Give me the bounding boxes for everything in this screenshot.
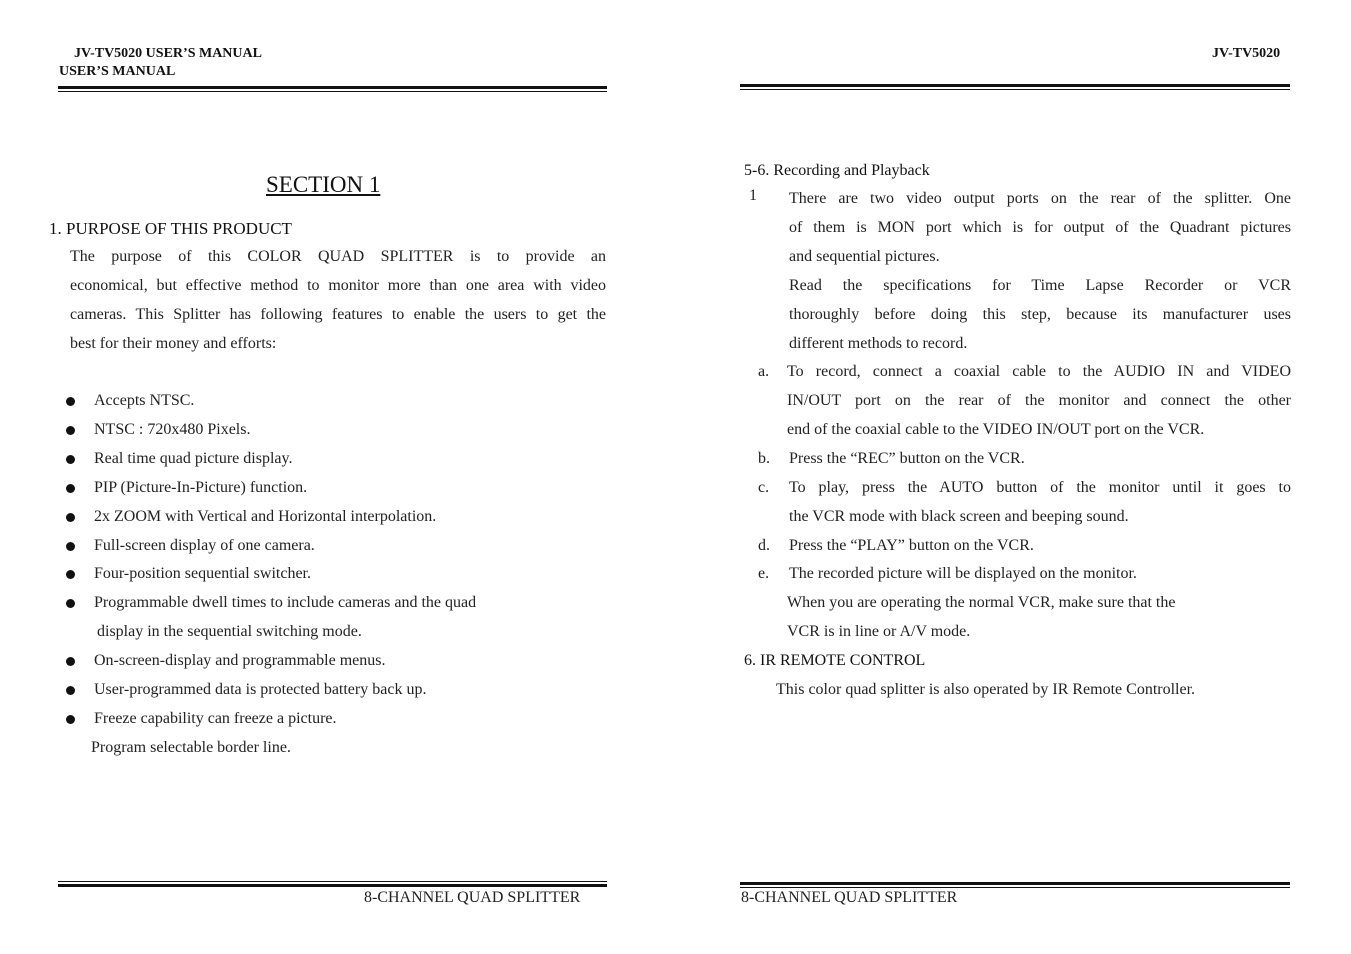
- right-footer-rule-thin: [740, 887, 1290, 888]
- bullet-icon: [66, 657, 75, 666]
- item-number: 1: [749, 187, 757, 204]
- feature-item: Full-screen display of one camera.: [94, 537, 315, 554]
- step-label: c.: [758, 479, 770, 496]
- feature-item: On-screen-display and programmable menus.: [94, 652, 386, 669]
- step-line: To record, connect a coaxial cable to the AUDIO IN and VIDEO: [787, 363, 1291, 380]
- step-line: the VCR mode with black screen and beeping sound.: [789, 508, 1129, 525]
- left-header-rule-thin: [58, 91, 607, 92]
- step-label: d.: [758, 537, 770, 554]
- bullet-icon: [66, 599, 75, 608]
- left-header-title: JV-TV5020 USER’S MANUAL: [74, 46, 262, 61]
- intro-line: best for their money and efforts:: [70, 335, 277, 352]
- bullet-icon: [66, 397, 75, 406]
- subsection-heading: 5-6. Recording and Playback: [744, 162, 930, 179]
- right-header-rule: [740, 84, 1290, 87]
- feature-item: Freeze capability can freeze a picture.: [94, 710, 337, 727]
- left-footer-text: 8-CHANNEL QUAD SPLITTER: [364, 889, 581, 906]
- left-footer-rule: [58, 884, 607, 887]
- bullet-icon: [66, 513, 75, 522]
- bullet-icon: [66, 455, 75, 464]
- bullet-icon: [66, 570, 75, 579]
- right-footer-text: 8-CHANNEL QUAD SPLITTER: [741, 889, 958, 906]
- bullet-icon: [66, 715, 75, 724]
- step-line: The recorded picture will be displayed on the monitor.: [789, 565, 1137, 582]
- feature-item: User-programmed data is protected battery back up.: [94, 681, 427, 698]
- left-header-rule: [58, 86, 607, 89]
- bullet-icon: [66, 686, 75, 695]
- step-line: Press the “REC” button on the VCR.: [789, 450, 1025, 467]
- paragraph-line: different methods to record.: [789, 335, 968, 352]
- left-footer-rule-thin: [58, 881, 607, 882]
- step-line: Press the “PLAY” button on the VCR.: [789, 537, 1034, 554]
- step-line: IN/OUT port on the rear of the monitor and connect the other: [787, 392, 1291, 409]
- paragraph-line: There are two video output ports on the rear of the splitter. One: [789, 190, 1291, 207]
- right-header-title: JV-TV5020: [1212, 46, 1281, 61]
- intro-line: economical, but effective method to monitor more than one area with video: [70, 277, 606, 294]
- feature-item: Real time quad picture display.: [94, 450, 293, 467]
- paragraph-line: thoroughly before doing this step, because its manufacturer uses: [789, 306, 1291, 323]
- paragraph-line: Read the specifications for Time Lapse Recorder or VCR: [789, 277, 1291, 294]
- feature-item: NTSC : 720x480 Pixels.: [94, 421, 251, 438]
- feature-item: Four-position sequential switcher.: [94, 565, 311, 582]
- right-footer-rule: [740, 882, 1290, 885]
- step-label: b.: [758, 450, 770, 467]
- right-header-rule-thin: [740, 89, 1290, 90]
- section-title: SECTION 1: [266, 172, 381, 197]
- step-line: To play, press the AUTO button of the monitor until it goes to: [789, 479, 1291, 496]
- step-label: a.: [758, 363, 770, 380]
- paragraph-line: of them is MON port which is for output of the Quadrant pictures: [789, 219, 1291, 236]
- intro-line: The purpose of this COLOR QUAD SPLITTER is to provide an: [70, 248, 606, 265]
- purpose-heading: 1. PURPOSE OF THIS PRODUCT: [49, 219, 292, 238]
- feature-item: Programmable dwell times to include cameras and the quad: [94, 594, 477, 611]
- bullet-icon: [66, 542, 75, 551]
- bullet-icon: [66, 426, 75, 435]
- ir-remote-text: This color quad splitter is also operated by IR Remote Controller.: [776, 681, 1196, 698]
- paragraph-line: and sequential pictures.: [789, 248, 940, 265]
- feature-item: PIP (Picture-In-Picture) function.: [94, 479, 308, 496]
- bullet-icon: [66, 484, 75, 493]
- ir-remote-heading: 6. IR REMOTE CONTROL: [744, 652, 926, 669]
- intro-line: cameras. This Splitter has following features to enable the users to get the: [70, 306, 606, 323]
- feature-item-continuation: display in the sequential switching mode.: [97, 623, 362, 640]
- step-line: end of the coaxial cable to the VIDEO IN/OUT port on the VCR.: [787, 421, 1205, 438]
- feature-item: Accepts NTSC.: [94, 392, 195, 409]
- feature-item: 2x ZOOM with Vertical and Horizontal interpolation.: [94, 508, 437, 525]
- note-line: VCR is in line or A/V mode.: [787, 623, 971, 640]
- feature-trailing-line: Program selectable border line.: [91, 739, 291, 756]
- note-line: When you are operating the normal VCR, make sure that the: [787, 594, 1176, 611]
- left-header-subtitle: USER’S MANUAL: [59, 64, 176, 79]
- step-label: e.: [758, 565, 770, 582]
